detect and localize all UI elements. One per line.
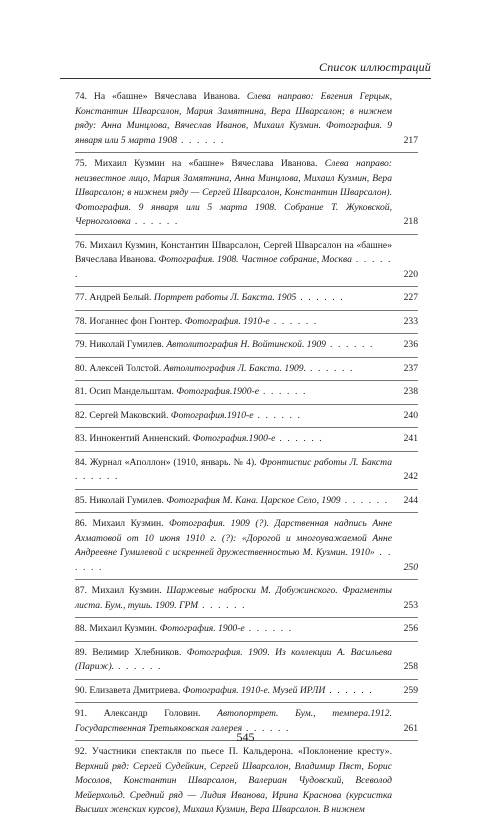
entry-description — [75, 457, 392, 468]
entry-title: 76. Михаил Кузмин, Константин Шварсалон, Сергей Шварсалон на «башне» Вячеслава Иванова. — [75, 239, 392, 265]
list-item — [75, 680, 418, 704]
entry-title: 75. Михаил Кузмин на «башне» Вячеслава Иванова. — [75, 158, 325, 169]
entry-caption: Фотография.1910-е — [170, 409, 254, 421]
entry-title: 87. Михаил Кузмин. — [75, 585, 167, 596]
list-item — [75, 235, 418, 288]
entry-description — [75, 292, 296, 303]
entry-description — [75, 363, 306, 374]
list-item — [75, 153, 418, 235]
list-item — [75, 741, 418, 822]
list-item — [75, 642, 418, 680]
illustration-list — [75, 86, 418, 822]
list-item — [75, 452, 418, 490]
dot-leader: . . . . . . — [296, 292, 345, 303]
dot-leader: . . . . . . — [177, 134, 226, 146]
page-reference: 227 — [403, 292, 418, 303]
dot-leader: . . . . . . — [244, 623, 293, 634]
entry-caption: Фотография. 1909. Из коллекции А. Васильева (Париж). — [75, 646, 393, 672]
entry-description — [75, 386, 259, 397]
entry-title: 78. Иоганнес фон Гюнтер. — [75, 315, 185, 327]
dot-leader: . . . . . . — [198, 599, 247, 611]
entry-caption: Автолитография Н. Войтинской. 1909 — [166, 339, 326, 350]
list-item — [75, 381, 418, 405]
page-reference: 236 — [403, 339, 418, 350]
entry-description — [75, 495, 341, 506]
entry-caption: Фотография. 1910-е. Музей ИРЛИ — [182, 684, 326, 696]
header-rule — [60, 78, 431, 79]
list-item — [75, 287, 418, 311]
entry-description — [75, 240, 392, 266]
page-reference: 250 — [403, 561, 418, 573]
dot-leader: . . . . . . — [340, 494, 389, 506]
entry-title: 88. Михаил Кузмин. — [75, 623, 160, 634]
list-item — [75, 513, 418, 580]
entry-caption: Автопортрет. Бум., темпера.1912. Государственная Третьяковская галерея — [75, 708, 392, 734]
entry-caption: Фотография.1900-е — [176, 386, 259, 397]
page-reference: 238 — [403, 386, 418, 397]
dot-leader: . . . . . . — [258, 386, 307, 397]
page-reference: 220 — [403, 268, 418, 280]
entry-caption: Верхний ряд: Сергей Судейкин, Сергей Шварсалон, Владимир Пяст, Борис Мосолов, Константин Шварсалон, Валериан Чудовский, Всеволод Мейерхольд. Средний ряд — Лидия Иванова, Ирина Краснова (курсистка Высших женских курсов), Михаил Кузмин, Вера Шварсалон. В нижнем — [75, 760, 392, 815]
page-reference: 242 — [403, 471, 418, 482]
entry-caption: Фронтиспис работы Л. Бакста — [259, 456, 392, 468]
page-reference: 233 — [403, 315, 418, 327]
entry-description — [75, 410, 253, 421]
dot-leader: . . . . . . — [242, 722, 291, 734]
page-reference: 240 — [403, 409, 418, 421]
entry-description — [75, 158, 392, 227]
entry-caption: Фотография. 1909 (?). Дарственная надпись Анне Ахматовой от 10 июня 1910 г. (?): «Дорогой и многоуважаемой Анне Андреевне Гумилевой с искренней дружественностью М. Кузмин. 1910» — [75, 518, 392, 558]
page-reference: 259 — [403, 684, 418, 696]
dot-leader: . . . . . . — [75, 471, 119, 482]
page-reference: 253 — [403, 599, 418, 611]
dot-leader: . . . . . . — [75, 547, 392, 573]
entry-caption: Фотография.1900-е — [192, 433, 276, 444]
entry-description — [75, 746, 392, 815]
entry-title: 84. Журнал «Аполлон» (1910, январь. № 4). — [75, 456, 260, 468]
list-item — [75, 490, 418, 514]
entry-title: 81. Осип Мандельштам. — [75, 386, 177, 397]
entry-title: 74. На «башне» Вячеслава Иванова. — [75, 91, 247, 102]
entry-title: 86. Михаил Кузмин. — [75, 518, 170, 529]
dot-leader: . . . . . . — [269, 315, 318, 327]
page-reference: 244 — [403, 494, 418, 506]
list-item — [75, 405, 418, 429]
entry-title: 85. Николай Гумилев. — [75, 494, 167, 506]
dot-leader: . . . . . . — [305, 362, 354, 374]
page-reference: 261 — [403, 722, 418, 734]
entry-description — [75, 339, 326, 350]
entry-caption: Фотография М. Кана. Царское Село, 1909 — [166, 494, 341, 506]
list-item — [75, 86, 418, 153]
entry-caption: Фотография. 1910-е — [184, 315, 270, 327]
list-item — [75, 580, 418, 618]
entry-description — [75, 685, 325, 696]
dot-leader: . . . . . . — [325, 684, 374, 696]
page-reference: 237 — [403, 362, 418, 374]
entry-caption: Портрет работы Л. Бакста. 1905 — [153, 292, 297, 303]
list-item — [75, 358, 418, 382]
entry-caption: Шаржевые наброски М. Добужинского. Фрагменты листа. Бум., тушь. 1909. ГРМ — [75, 585, 392, 611]
dot-leader: . . . . . . — [275, 433, 324, 444]
entry-title: 91. Александр Головин. — [75, 708, 218, 719]
entry-description — [75, 91, 392, 146]
list-item — [75, 428, 418, 452]
list-item — [75, 618, 418, 642]
entry-caption: Автолитография Л. Бакста. 1909. — [163, 362, 306, 374]
entry-description — [75, 433, 275, 444]
list-item — [75, 334, 418, 358]
entry-title: 79. Николай Гумилев. — [75, 339, 167, 350]
page-number: 545 — [236, 730, 255, 744]
entry-title: 92. Участники спектакля по пьесе П. Кальдерона. «Поклонение кресту». — [75, 746, 392, 757]
list-item — [75, 311, 418, 335]
entry-title: 82. Сергей Маковский. — [75, 409, 171, 421]
entry-title: 83. Иннокентий Анненский. — [75, 433, 193, 444]
running-head: Список иллюстраций — [318, 60, 431, 74]
entry-description — [75, 316, 270, 327]
page-reference: 258 — [403, 661, 418, 672]
entry-description — [75, 518, 392, 558]
dot-leader: . . . . . . — [325, 339, 374, 350]
page-reference: 217 — [403, 134, 418, 146]
entry-title: 80. Алексей Толстой. — [75, 362, 164, 374]
entry-caption: Фотография. 1908. Частное собрание, Москва — [158, 254, 352, 265]
dot-leader: . . . . . . — [75, 254, 393, 280]
entry-title: 89. Велимир Хлебников. — [75, 646, 187, 658]
entry-caption: Слева направо: неизвестное лицо, Мария Замятнина, Анна Минцлова, Михаил Кузмин, Вера Шварсалон; в нижнем ряду — Сергей Шварсалон, Константин Шварсалон). Фотография. 9 января или 5 марта 1908. Собрание Т. Жуковской, Черноголовка — [75, 158, 392, 227]
entry-title: 90. Елизавета Дмитриева. — [75, 684, 183, 696]
dot-leader: . . . . . . — [114, 661, 163, 672]
entry-description — [75, 623, 245, 634]
entry-title: 77. Андрей Белый. — [75, 292, 154, 303]
dot-leader: . . . . . . — [253, 409, 302, 421]
entry-caption: Фотография. 1900-е — [159, 623, 245, 634]
page-reference: 256 — [403, 623, 418, 634]
page-reference: 241 — [403, 433, 418, 444]
page-reference: 218 — [403, 216, 418, 227]
entry-caption: Слева направо: Евгения Герцык, Константин Шварсалон, Мария Замятнина, Вера Шварсалон; в нижнем ряду: Анна Минцлова, Вячеслав Иванов, Михаил Кузмин. Фотография. 9 января или 5 марта 1908 — [75, 91, 392, 146]
dot-leader: . . . . . . — [130, 216, 179, 227]
